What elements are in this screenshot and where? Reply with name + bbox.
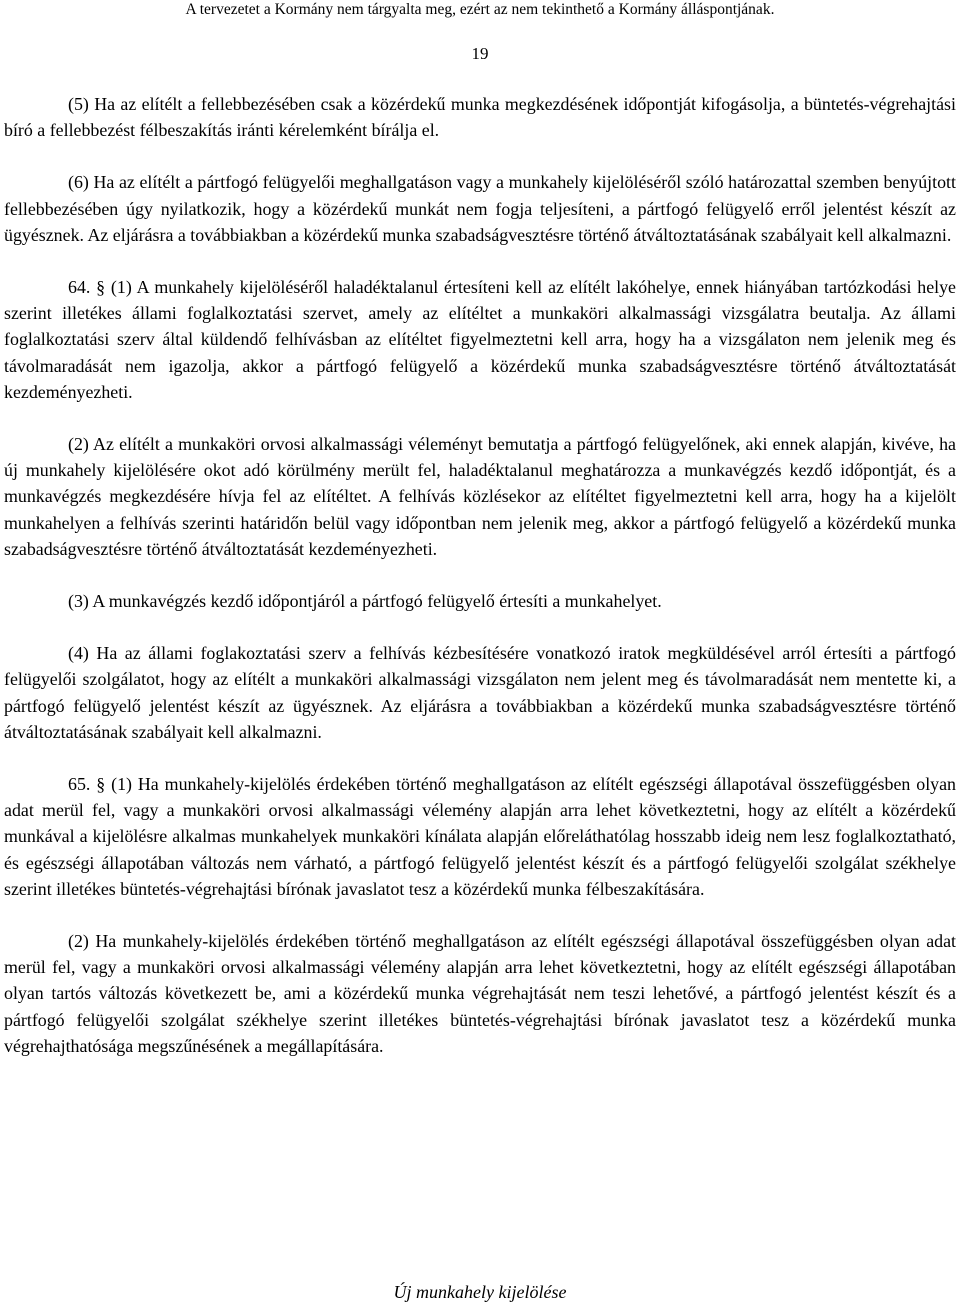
- paragraph-64-4: (4) Ha az állami foglakoztatási szerv a felhívás kézbesítésére vonatkozó iratok megküldésével arról értesíti a pártfogó felügyelői szolgálatot, hogy az elítélt a munkaköri alkalmassági vizsgálaton nem jelent meg és távolmaradását nem mentette ki, a pártfogó felügyelő jelentést készít az ügyésznek. Az eljárásra a továbbiakban a közérdekű munka szabadságvesztésre történő átváltoztatásának szabályait kell alkalmazni.: [4, 643, 956, 742]
- document-body: [4, 91, 956, 1059]
- paragraph-65-1: 65. § (1) Ha munkahely-kijelölés érdekében történő meghallgatáson az elítélt egészségi állapotával összefüggésben olyan adat merül fel, vagy a munkaköri orvosi alkalmassági vélemény alapján arra lehet következtetni, hogy az elítélt a közérdekű munkával a kijelölésre alkalmas munkahelyek munkaköri kínálata alapján előreláthatólag hosszabb ideig nem lesz foglalkoztatható, és egészségi állapotában változás nem várható, a pártfogó felügyelő jelentést készít és a pártfogó felügyelői szolgálat székhelye szerint illetékes büntetés-végrehajtási bírónak javaslatot tesz a közérdekű munka félbeszakítására.: [4, 774, 956, 899]
- paragraph-64-2: (2) Az elítélt a munkaköri orvosi alkalmassági véleményt bemutatja a pártfogó felügyelőnek, aki ennek alapján, kivéve, ha új munkahely kijelölésére okot adó körülmény merült fel, haladéktalanul meghatározza a munkavégzés kezdő időpontját, és a munkavégzés megkezdésére hívja fel az elítéltet. A felhívás közlésekor az elítéltet figyelmeztetni kell arra, hogy ha a kijelölt munkahelyen a felhívás szerinti határidőn belül vagy időpontban nem jelenik meg, akkor a pártfogó felügyelő a közérdekű munka szabadságvesztésre történő átváltoztatását kezdeményezheti.: [4, 434, 956, 559]
- page-number: 19: [471, 44, 489, 63]
- paragraph-63-6: (6) Ha az elítélt a pártfogó felügyelői meghallgatáson vagy a munkahely kijelöléséről szóló határozattal szemben benyújtott fellebbezésében úgy nyilatkozik, hogy a közérdekű munkát nem fogja teljesíteni, a pártfogó felügyelő erről jelentést készít az ügyésznek. Az eljárásra a továbbiakban a közérdekű munka szabadságvesztésre történő átváltoztatásának szabályait kell alkalmazni.: [4, 172, 956, 245]
- paragraph-64-1: 64. § (1) A munkahely kijelöléséről haladéktalanul értesíteni kell az elítélt lakóhelye, ennek hiányában tartózkodási helye szerint illetékes állami foglalkoztatási szervet, amely az elítéltet a munkaköri alkalmassági vizsgálatra beutalja. Az állami foglalkoztatási szerv által küldendő felhívásban az elítéltet figyelmeztetni kell arra, hogy ha a vizsgálaton nem jelenik meg és távolmaradását nem igazolja, akkor a pártfogó felügyelő a közérdekű munka szabadságvesztésre történő átváltoztatását kezdeményezheti.: [4, 277, 956, 402]
- draft-disclaimer-header: A tervezetet a Kormány nem tárgyalta meg, ezért az nem tekinthető a Kormány álláspontjának.: [185, 1, 775, 18]
- section-title: Új munkahely kijelölése: [393, 1282, 567, 1302]
- paragraph-63-5: (5) Ha az elítélt a fellebbezésében csak a közérdekű munka megkezdésének időpontját kifogásolja, a büntetés-végrehajtási bíró a fellebbezést félbeszakítás iránti kérelemként bírálja el.: [4, 94, 956, 141]
- paragraph-64-3: (3) A munkavégzés kezdő időpontjáról a pártfogó felügyelő értesíti a munkahelyet.: [68, 591, 662, 612]
- paragraph-65-2: (2) Ha munkahely-kijelölés érdekében történő meghallgatáson az elítélt egészségi állapotával összefüggésben olyan adat merül fel, vagy a munkaköri orvosi alkalmassági vélemény alapján arra lehet következtetni, hogy az elítélt egészségi állapotában olyan tartós változás következett be, ami a közérdekű munka végrehajtását nem teszi lehetővé, a pártfogó jelentést készít és a pártfogó felügyelői szolgálat székhelye szerint illetékes büntetés-végrehajtási bírónak javaslatot tesz a közérdekű munka végrehajthatósága megszűnésének a megállapítására.: [4, 931, 956, 1056]
